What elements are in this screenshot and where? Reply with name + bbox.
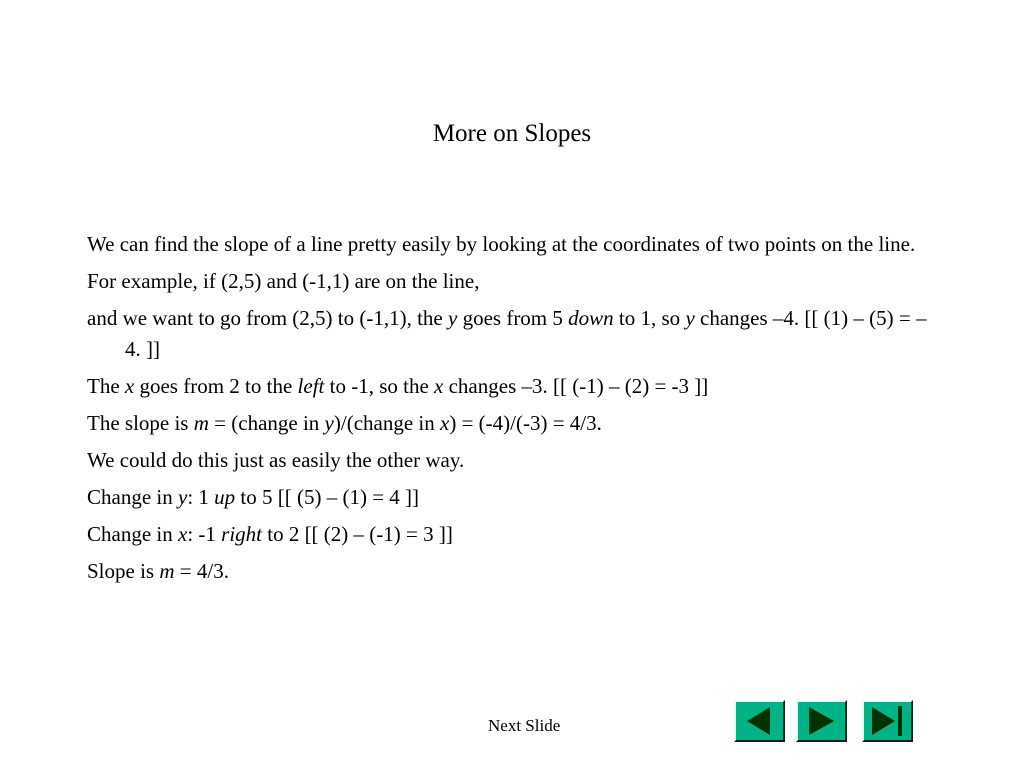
text-run: = 4/3. [174, 559, 229, 583]
last-slide-button[interactable] [862, 700, 913, 742]
italic-variable: y [448, 306, 458, 330]
italic-variable: m [193, 411, 209, 435]
slide-title: More on Slopes [432, 120, 592, 147]
slide-body [87, 229, 927, 593]
text-run: changes –3. [[ (-1) – (2) = -3 ]] [443, 374, 709, 398]
text-run: and we want to go from (2,5) to (-1,1), the [87, 306, 448, 330]
paragraph-slope-result [87, 556, 927, 587]
next-slide-button[interactable] [796, 700, 847, 742]
italic-word: left [297, 374, 325, 398]
previous-triangle-icon [736, 702, 783, 740]
paragraph-y-change [87, 303, 927, 365]
text-run: goes from 2 to the [134, 374, 298, 398]
paragraph-intro [87, 229, 927, 260]
previous-slide-button[interactable] [734, 700, 785, 742]
paragraph-other-way [87, 445, 927, 476]
next-triangle-icon [798, 702, 845, 740]
italic-variable: y [177, 485, 188, 509]
icon-shape [872, 707, 895, 735]
italic-variable: x [440, 411, 450, 435]
text-run: changes –4. [[ (1) – (5) = –4. ]] [125, 306, 927, 361]
text-run: )/(change in [333, 411, 440, 435]
text-run: Change in [87, 485, 178, 509]
italic-word: up [214, 485, 236, 509]
paragraph-change-y [87, 482, 927, 513]
paragraph-slope-formula [87, 408, 927, 439]
italic-variable: x [124, 374, 135, 398]
text-run: We could do this just as easily the other way. [87, 448, 465, 472]
text-run: For example, if (2,5) and (-1,1) are on the line, [87, 269, 480, 293]
text-run: The slope is [87, 411, 194, 435]
text-run: : 1 [187, 485, 215, 509]
text-run: Slope is [87, 559, 160, 583]
paragraph-change-x [87, 519, 927, 550]
italic-variable: y [324, 411, 334, 435]
text-run: Change in [87, 522, 178, 546]
text-run: goes from 5 [457, 306, 569, 330]
text-run: We can find the slope of a line pretty easily by looking at the coordinates of two points on the line. [87, 232, 916, 256]
text-run: : -1 [187, 522, 222, 546]
icon-shape [809, 707, 834, 735]
text-run: The [87, 374, 125, 398]
italic-variable: x [434, 374, 444, 398]
icon-shape [747, 707, 770, 735]
text-run: to 1, so [613, 306, 686, 330]
text-run: to 5 [[ (5) – (1) = 4 ]] [235, 485, 420, 509]
italic-variable: m [159, 559, 175, 583]
text-run: ) = (-4)/(-3) = 4/3. [449, 411, 602, 435]
italic-variable: y [685, 306, 695, 330]
last-slide-icon [864, 702, 911, 740]
text-run: to -1, so the [324, 374, 435, 398]
paragraph-example [87, 266, 927, 297]
text-run: to 2 [[ (2) – (-1) = 3 ]] [261, 522, 453, 546]
italic-variable: x [177, 522, 188, 546]
italic-word: down [568, 306, 614, 330]
next-slide-link[interactable]: Next Slide [488, 716, 561, 735]
paragraph-x-change [87, 371, 927, 402]
icon-bar [898, 706, 902, 736]
text-run: = (change in [208, 411, 325, 435]
italic-word: right [221, 522, 262, 546]
